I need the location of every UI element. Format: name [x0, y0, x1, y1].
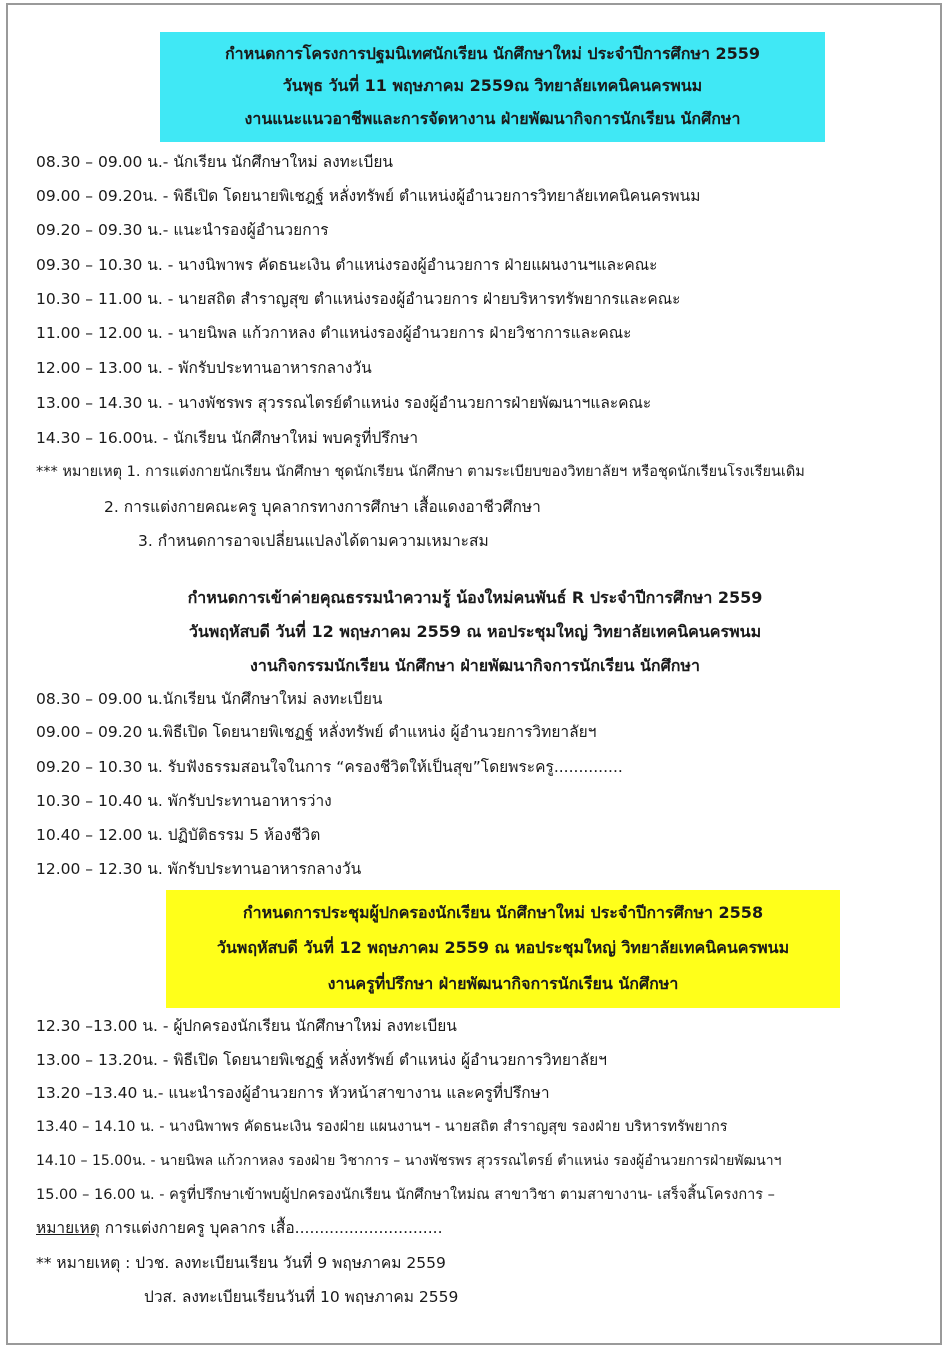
note-line-1: *** หมายเหตุ 1. การแต่งกายนักเรียน นักศึกษา ชุดนักเรียน นักศึกษา ตามระเบียบของวิทยาลัยฯ หรือชุดนักเรียนโรงเรียนเดิม: [36, 464, 805, 480]
section3-header-box: [166, 890, 840, 1008]
schedule-row: [36, 393, 651, 413]
schedule-row: [36, 757, 623, 777]
schedule-row: [36, 1151, 781, 1171]
row-text: น.- แนะนำรองผู้อำนวยการ หัวหน้าสาขางาน และครูที่ปรึกษา: [137, 1084, 550, 1102]
row-text: น.พิธีเปิด โดยนายพิเชฏฐ์ หลั่งทรัพย์ ตำแหน่ง ผู้อำนวยการวิทยาลัยฯ: [142, 723, 597, 741]
schedule-row: [36, 255, 657, 275]
row-time: 09.00 – 09.20: [36, 187, 143, 205]
section1-title-line-2: วันพุธ วันที่ 11 พฤษภาคม 2559ณ วิทยาลัยเทคนิคนครพนม: [282, 76, 703, 96]
row-time: 12.00 – 13.00: [36, 359, 143, 377]
row-time: 12.30 –13.00: [36, 1017, 138, 1035]
schedule-row: [36, 1083, 550, 1103]
schedule-row: [36, 825, 320, 845]
schedule-row: [36, 358, 372, 378]
section2-title-line-2: วันพฤหัสบดี วันที่ 12 พฤษภาคม 2559 ณ หอประชุมใหญ่ วิทยาลัยเทคนิคนครพนม: [188, 622, 762, 641]
row-time: 09.20 – 09.30: [36, 221, 143, 239]
row-time: 10.30 – 10.40: [36, 792, 143, 810]
row-time: 12.00 – 12.30: [36, 860, 143, 878]
row-text: น.นักเรียน นักศึกษาใหม่ ลงทะเบียน: [142, 690, 383, 708]
row-text: น. - ครูที่ปรึกษาเข้าพบผู้ปกครองนักเรียน นักศึกษาใหม่ณ สาขาวิชา ตามสาขางาน- เสร็จสิ้นโครงการ –: [135, 1187, 775, 1203]
schedule-row: [36, 722, 596, 742]
row-text: น. - พักรับประทานอาหารกลางวัน: [142, 359, 372, 377]
row-time: 08.30 – 09.00: [36, 153, 143, 171]
row-time: 13.00 – 14.30: [36, 394, 143, 412]
schedule-row: [36, 1050, 607, 1070]
schedule-row: [36, 289, 680, 309]
note-text: การแต่งกายครู บุคลากร เสื้อ..............................: [99, 1219, 443, 1237]
row-time: 15.00 – 16.00: [36, 1187, 136, 1203]
row-text: น. รับฟังธรรมสอนใจในการ “ครองชีวิตให้เป็นสุข”โดยพระครู..............: [142, 758, 623, 776]
note-line-3: 3. กำหนดการอาจเปลี่ยนแปลงได้ตามความเหมาะสม: [138, 532, 489, 550]
row-time: 13.40 – 14.10: [36, 1119, 136, 1135]
note-line-2: 2. การแต่งกายคณะครู บุคลากรทางการศึกษา เสื้อแดงอาชีวศึกษา: [104, 498, 541, 516]
schedule-row: [36, 186, 700, 206]
schedule-row: [36, 428, 418, 448]
dress-note: [36, 1218, 443, 1238]
row-text: น. - นายสถิต สำราญสุข ตำแหน่งรองผู้อำนวยการ ฝ่ายบริหารทรัพยากรและคณะ: [142, 290, 681, 308]
section1-header-box: [160, 32, 825, 142]
row-time: 08.30 – 09.00: [36, 690, 143, 708]
row-text: น. - นายนิพล แก้วกาหลง รองฝ่าย วิชาการ – นางพัชรพร สุวรรณไตรย์ ตำแหน่ง รองผู้อำนวยการฝ่ายพัฒนาฯ: [132, 1153, 782, 1169]
row-time: 13.00 – 13.20: [36, 1051, 143, 1069]
row-time: 10.30 – 11.00: [36, 290, 143, 308]
section3-title-line-3: งานครูที่ปรึกษา ฝ่ายพัฒนากิจการนักเรียน นักศึกษา: [327, 973, 679, 993]
schedule-row: [36, 323, 632, 343]
row-time: 10.40 – 12.00: [36, 826, 143, 844]
row-text: น. - นายนิพล แก้วกาหลง ตำแหน่งรองผู้อำนวยการ ฝ่ายวิชาการและคณะ: [142, 324, 632, 342]
row-text: น. - นักเรียน นักศึกษาใหม่ พบครูที่ปรึกษา: [142, 429, 419, 447]
section1-title-line-3: งานแนะแนวอาชีพและการจัดหางาน ฝ่ายพัฒนากิจการนักเรียน นักศึกษา: [244, 109, 741, 129]
schedule-row: [36, 1117, 728, 1137]
section1-title-line-1: กำหนดการโครงการปฐมนิเทศนักเรียน นักศึกษาใหม่ ประจำปีการศึกษา 2559: [224, 43, 761, 63]
row-text: น.- แนะนำรองผู้อำนวยการ: [142, 221, 329, 239]
row-time: 09.30 – 10.30: [36, 256, 143, 274]
row-text: น.- นักเรียน นักศึกษาใหม่ ลงทะเบียน: [142, 153, 394, 171]
row-text: น. - นางพัชรพร สุวรรณไตรย์ตำแหน่ง รองผู้อำนวยการฝ่ายพัฒนาฯและคณะ: [142, 394, 652, 412]
schedule-row: [36, 152, 393, 172]
row-time: 14.30 – 16.00: [36, 429, 143, 447]
schedule-row: [36, 1185, 775, 1205]
row-text: น. - พิธีเปิด โดยนายพิเชฎฐ์ หลั่งทรัพย์ ตำแหน่งผู้อำนวยการวิทยาลัยเทคนิคนครพนม: [142, 187, 701, 205]
row-text: น. - นางนิพาพร คัดธนะเงิน ตำแหน่งรองผู้อำนวยการ ฝ่ายแผนงานฯและคณะ: [142, 256, 658, 274]
row-text: น. พักรับประทานอาหารกลางวัน: [142, 860, 362, 878]
note-label: หมายเหตุ: [36, 1219, 100, 1237]
row-text: น. ปฏิบัติธรรม 5 ห้องชีวิต: [142, 826, 321, 844]
row-text: น. - นางนิพาพร คัดธนะเงิน รองฝ่าย แผนงานฯ - นายสถิต สำราญสุข รองฝ่าย บริหารทรัพยากร: [135, 1119, 728, 1135]
section3-title-line-2: วันพฤหัสบดี วันที่ 12 พฤษภาคม 2559 ณ หอประชุมใหญ่ วิทยาลัยเทคนิคนครพนม: [216, 938, 790, 958]
row-time: 14.10 – 15.00: [36, 1153, 133, 1169]
section2-title-line-3: งานกิจกรรมนักเรียน นักศึกษา ฝ่ายพัฒนากิจการนักเรียน นักศึกษา: [250, 656, 700, 675]
schedule-row: [36, 689, 383, 709]
footer-note-2: ปวส. ลงทะเบียนเรียนวันที่ 10 พฤษภาคม 2559: [144, 1288, 459, 1306]
row-time: 09.00 – 09.20: [36, 723, 143, 741]
schedule-row: [36, 791, 332, 811]
section3-title-line-1: กำหนดการประชุมผู้ปกครองนักเรียน นักศึกษาใหม่ ประจำปีการศึกษา 2558: [242, 903, 764, 923]
schedule-row: [36, 859, 361, 879]
schedule-row: [36, 220, 329, 240]
row-text: น. - พิธีเปิด โดยนายพิเชฏฐ์ หลั่งทรัพย์ ตำแหน่ง ผู้อำนวยการวิทยาลัยฯ: [142, 1051, 607, 1069]
row-time: 11.00 – 12.00: [36, 324, 143, 342]
row-text: น. - ผู้ปกครองนักเรียน นักศึกษาใหม่ ลงทะเบียน: [137, 1017, 457, 1035]
row-time: 09.20 – 10.30: [36, 758, 143, 776]
footer-note-1: ** หมายเหตุ : ปวช. ลงทะเบียนเรียน วันที่ 9 พฤษภาคม 2559: [36, 1254, 446, 1272]
row-time: 13.20 –13.40: [36, 1084, 138, 1102]
section2-title-line-1: กำหนดการเข้าค่ายคุณธรรมนำความรู้ น้องใหม่คนพันธ์ R ประจำปีการศึกษา 2559: [187, 588, 763, 607]
schedule-row: [36, 1016, 457, 1036]
row-text: น. พักรับประทานอาหารว่าง: [142, 792, 332, 810]
